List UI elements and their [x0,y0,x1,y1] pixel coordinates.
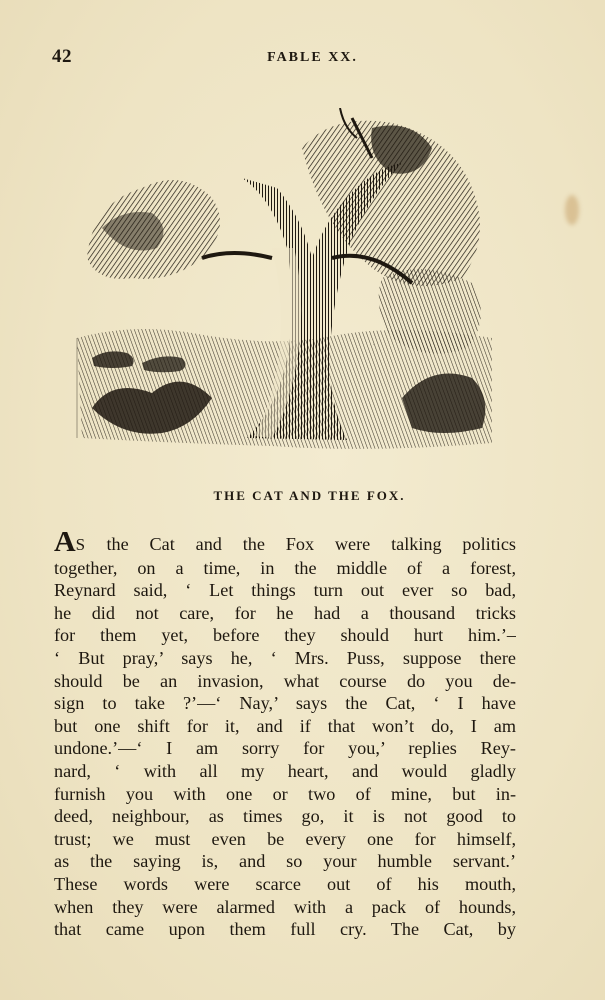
text-line: as the saying is, and so your humble servant.’ [54,851,516,872]
fable-text [54,532,516,941]
woodcut-illustration [72,108,497,456]
text-line: when they were alarmed with a pack of hounds, [54,896,516,917]
page-number: 42 [52,46,72,67]
text-line: undone.’—‘ I am sorry for you,’ replies Rey- [54,738,516,759]
text-line-content: the Cat and the Fox were talking politics [85,534,516,554]
text-line: These words were scarce out of his mouth, [54,873,516,894]
first-word-rest: S [75,535,86,554]
text-line: trust; we must even be every one for himself, [54,828,516,849]
text-line: for them yet, before they should hurt him.’– [54,625,516,646]
running-title: FABLE XX. [267,50,358,65]
text-line: that came upon them full cry. The Cat, by [54,919,516,940]
text-line: he did not care, for he had a thousand tricks [54,602,516,623]
drop-cap: A [54,532,76,557]
paper-stain [565,195,579,225]
text-line: ‘ But pray,’ says he, ‘ Mrs. Puss, suppose there [54,647,516,668]
fable-title: THE CAT AND THE FOX. [213,488,406,503]
text-line: together, on a time, in the middle of a forest, [54,557,516,578]
text-line: Reynard said, ‘ Let things turn out ever so bad, [54,580,516,601]
text-line: sign to take ?’—‘ Nay,’ says the Cat, ‘ I have [54,693,516,714]
text-line: furnish you with one or two of mine, but in- [54,783,516,804]
text-line [54,532,516,557]
text-line: deed, neighbour, as times go, it is not good to [54,806,516,827]
text-line: should be an invasion, what course do you de- [54,670,516,691]
text-line: but one shift for it, and if that won’t do, I am [54,715,516,736]
text-line: nard, ‘ with all my heart, and would gladly [54,760,516,781]
